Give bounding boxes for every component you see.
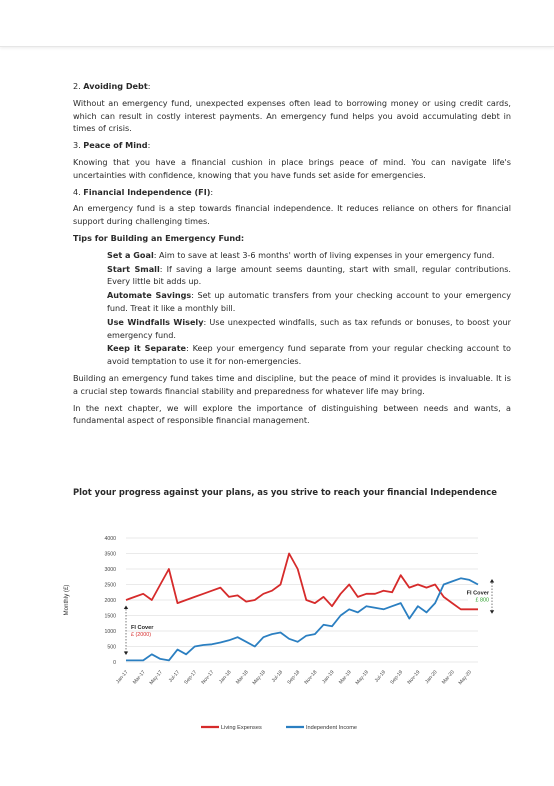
- y-tick-label: 2500: [104, 582, 116, 589]
- fi-cover-left-value: £ (2000): [131, 632, 152, 639]
- section-4-body: An emergency fund is a step towards financial independence. It reduces reliance on others for financial support during challenging times.: [73, 203, 511, 227]
- y-axis-label: Monthly (£): [63, 584, 70, 616]
- section-title: Peace of Mind: [83, 140, 148, 151]
- independent-income-line: [126, 578, 478, 660]
- x-tick-label: Jul-19: [373, 669, 388, 684]
- x-tick-label: Jan-19: [321, 669, 336, 686]
- y-tick-label: 3500: [104, 551, 116, 558]
- x-tick-label: Jan-18: [218, 669, 233, 686]
- fi-cover-right-value: £ 800: [475, 597, 489, 604]
- x-tick-label: Sep-19: [389, 669, 405, 686]
- x-tick-label: Jul-18: [270, 669, 285, 684]
- y-tick-label: 1000: [104, 629, 116, 636]
- x-tick-label: Sep-18: [286, 669, 302, 686]
- section-colon: :: [147, 140, 151, 151]
- section-number: 4.: [73, 186, 84, 197]
- tip-item: [107, 342, 511, 368]
- tips-heading: [73, 232, 511, 245]
- section-title: Financial Independence (FI): [83, 186, 211, 197]
- x-tick-label: Mar-19: [337, 669, 353, 686]
- chart-heading: Plot your progress against your plans, as you strive to reach your financial Independence: [73, 487, 497, 497]
- y-tick-label: 1500: [104, 613, 116, 620]
- tip-item: [107, 289, 511, 315]
- tip-text: : Keep your emergency fund separate from your regular checking account to avoid temptation to use it for non-emergencies.: [107, 343, 511, 367]
- section-colon: :: [210, 186, 214, 197]
- x-tick-label: Jul-17: [167, 669, 182, 684]
- x-tick-label: May-19: [354, 669, 370, 687]
- tip-text: : Aim to save at least 3-6 months' worth of living expenses in your emergency fund.: [153, 249, 495, 260]
- y-tick-label: 4000: [104, 536, 116, 543]
- x-tick-label: Nov-18: [303, 669, 319, 686]
- document-body: [73, 80, 511, 431]
- y-tick-label: 0: [113, 660, 116, 667]
- tip-title: Keep it Separate: [107, 343, 187, 354]
- living-expenses-line: [126, 554, 478, 610]
- x-tick-label: Nov-17: [200, 669, 216, 686]
- arrowhead-down: [490, 610, 494, 614]
- section-title: Avoiding Debt: [83, 81, 148, 91]
- tip-text: : If saving a large amount seems daunting, start with small, regular contributions. Every little bit adds up.: [107, 263, 511, 287]
- tip-text: : Set up automatic transfers from your checking account to your emergency fund. Treat it like a monthly bill.: [107, 290, 511, 313]
- section-colon: :: [147, 81, 151, 91]
- tip-item: [107, 316, 511, 342]
- fi-progress-chart: [56, 528, 496, 740]
- y-tick-label: 3000: [104, 567, 116, 574]
- tip-title: Use Windfalls Wisely: [107, 316, 204, 327]
- x-tick-label: Nov-19: [406, 669, 422, 686]
- x-tick-label: Jan-17: [115, 669, 130, 686]
- x-tick-label: Mar-20: [440, 669, 456, 686]
- x-tick-label: Sep-17: [183, 669, 199, 686]
- section-number: 2.: [73, 81, 84, 91]
- section-4-heading: [73, 186, 511, 199]
- x-tick-label: Jan-20: [424, 669, 439, 686]
- tip-item: [107, 249, 511, 262]
- section-3-heading: [73, 139, 511, 152]
- top-bar: [0, 0, 554, 47]
- legend-label: Living Expenses: [221, 725, 262, 731]
- fi-cover-right-label: FI Cover: [466, 590, 489, 597]
- tips-list: [107, 249, 511, 368]
- arrowhead-down: [124, 651, 128, 655]
- section-number: 3.: [73, 140, 84, 151]
- tip-title: Set a Goal: [107, 249, 154, 260]
- closing-paragraph-2: In the next chapter, we will explore the importance of distinguishing between needs and wants, a fundamental aspect of responsible financial management.: [73, 402, 511, 426]
- arrowhead-up: [490, 579, 494, 583]
- x-tick-label: May-20: [457, 669, 473, 687]
- tips-heading-text: Tips for Building an Emergency Fund:: [73, 232, 245, 243]
- x-tick-label: Mar-17: [131, 669, 147, 686]
- section-2-heading: [73, 80, 511, 93]
- section-2-body: Without an emergency fund, unexpected expenses often lead to borrowing money or using credit cards, which can result in costly interest payments. An emergency fund helps you avoid accumulating debt in times of crisis.: [73, 97, 511, 134]
- x-tick-label: Mar-18: [234, 669, 250, 686]
- tip-item: [107, 263, 511, 289]
- x-tick-label: May-18: [251, 669, 267, 687]
- legend-label: Independent Income: [306, 725, 358, 731]
- tip-title: Start Small: [107, 263, 160, 274]
- tip-text: : Use unexpected windfalls, such as tax refunds or bonuses, to boost your emergency fund.: [107, 316, 511, 340]
- closing-paragraph-1: Building an emergency fund takes time and discipline, but the peace of mind it provides is invaluable. It is a crucial step towards financial stability and preparedness for whatever life may bring.: [73, 372, 511, 396]
- section-3-body: Knowing that you have a financial cushion in place brings peace of mind. You can navigate life's uncertainties with confidence, knowing that you have funds set aside for emergencies.: [73, 156, 511, 180]
- y-tick-label: 500: [107, 644, 116, 651]
- arrowhead-up: [124, 606, 128, 610]
- tip-title: Automate Savings: [107, 290, 192, 301]
- y-tick-label: 2000: [104, 598, 116, 605]
- x-tick-label: May-17: [148, 669, 164, 687]
- fi-cover-left-label: FI Cover: [131, 625, 154, 632]
